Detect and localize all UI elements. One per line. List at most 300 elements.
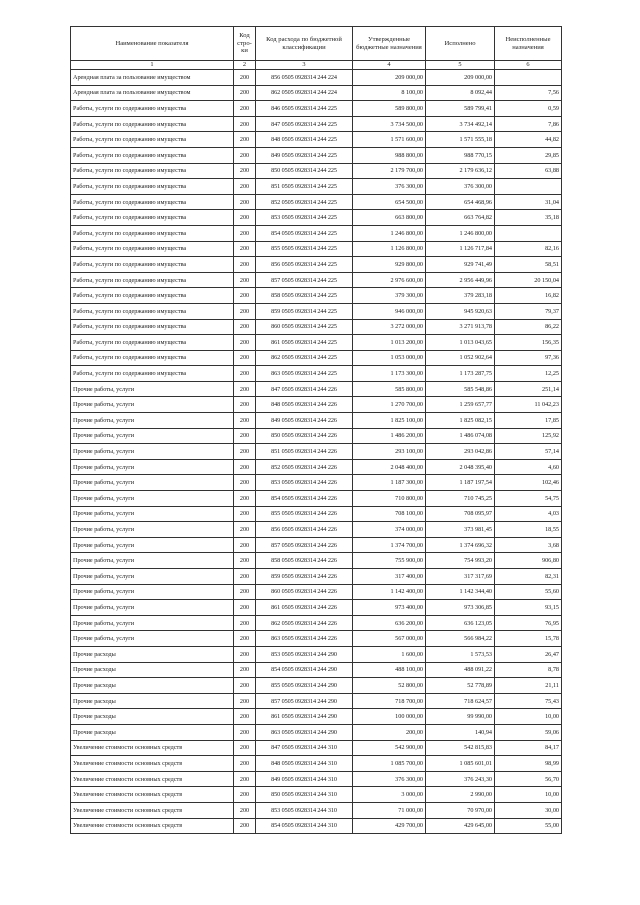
unexecuted-amount: 29,85 <box>495 147 562 163</box>
table-row <box>71 272 562 288</box>
indicator-name: Прочие работы, услуги <box>71 537 234 553</box>
expense-code: 849 0505 0928314 244 225 <box>256 147 353 163</box>
approved-amount: 71 000,00 <box>353 802 426 818</box>
indicator-name: Прочие работы, услуги <box>71 615 234 631</box>
line-code: 200 <box>234 693 256 709</box>
header-unexecuted: Неисполненные назначения <box>495 27 562 61</box>
line-code: 200 <box>234 397 256 413</box>
unexecuted-amount: 8,78 <box>495 662 562 678</box>
table-row <box>71 600 562 616</box>
expense-code: 857 0505 0928314 244 226 <box>256 537 353 553</box>
unexecuted-amount: 7,56 <box>495 85 562 101</box>
unexecuted-amount: 17,85 <box>495 413 562 429</box>
executed-amount: 379 283,18 <box>426 288 495 304</box>
expense-code: 862 0505 0928314 244 225 <box>256 350 353 366</box>
line-code: 200 <box>234 615 256 631</box>
expense-code: 853 0505 0928314 244 290 <box>256 646 353 662</box>
unexecuted-amount: 55,00 <box>495 818 562 834</box>
executed-amount: 654 468,96 <box>426 194 495 210</box>
indicator-name: Прочие работы, услуги <box>71 584 234 600</box>
indicator-name: Работы, услуги по содержанию имущества <box>71 210 234 226</box>
table-row <box>71 662 562 678</box>
indicator-name: Работы, услуги по содержанию имущества <box>71 272 234 288</box>
indicator-name: Увеличение стоимости основных средств <box>71 740 234 756</box>
line-code: 200 <box>234 225 256 241</box>
unexecuted-amount: 12,25 <box>495 366 562 382</box>
line-code: 200 <box>234 631 256 647</box>
unexecuted-amount <box>495 179 562 195</box>
line-code: 200 <box>234 101 256 117</box>
line-code: 200 <box>234 288 256 304</box>
expense-code: 854 0505 0928314 244 226 <box>256 491 353 507</box>
executed-amount: 1 013 043,65 <box>426 335 495 351</box>
line-code: 200 <box>234 475 256 491</box>
approved-amount: 2 976 600,00 <box>353 272 426 288</box>
executed-amount: 1 052 902,64 <box>426 350 495 366</box>
executed-amount: 140,94 <box>426 724 495 740</box>
indicator-name: Работы, услуги по содержанию имущества <box>71 366 234 382</box>
expense-code: 850 0505 0928314 244 226 <box>256 428 353 444</box>
table-row <box>71 646 562 662</box>
unexecuted-amount: 44,82 <box>495 132 562 148</box>
line-code: 200 <box>234 709 256 725</box>
approved-amount: 1 173 300,00 <box>353 366 426 382</box>
unexecuted-amount: 26,47 <box>495 646 562 662</box>
executed-amount: 1 085 601,01 <box>426 756 495 772</box>
table-row <box>71 70 562 86</box>
table-row <box>71 491 562 507</box>
executed-amount: 373 981,45 <box>426 522 495 538</box>
indicator-name: Работы, услуги по содержанию имущества <box>71 116 234 132</box>
approved-amount: 1 187 300,00 <box>353 475 426 491</box>
expense-code: 859 0505 0928314 244 226 <box>256 569 353 585</box>
line-code: 200 <box>234 771 256 787</box>
expense-code: 861 0505 0928314 244 290 <box>256 709 353 725</box>
approved-amount: 589 800,00 <box>353 101 426 117</box>
approved-amount: 636 200,00 <box>353 615 426 631</box>
approved-amount: 1 825 100,00 <box>353 413 426 429</box>
table-row <box>71 444 562 460</box>
table-row <box>71 241 562 257</box>
unexecuted-amount: 56,70 <box>495 771 562 787</box>
unexecuted-amount: 10,00 <box>495 787 562 803</box>
approved-amount: 3 000,00 <box>353 787 426 803</box>
expense-code: 854 0505 0928314 244 310 <box>256 818 353 834</box>
approved-amount: 488 100,00 <box>353 662 426 678</box>
header-executed: Исполнено <box>426 27 495 61</box>
table-row <box>71 428 562 444</box>
approved-amount: 209 000,00 <box>353 70 426 86</box>
indicator-name: Прочие работы, услуги <box>71 444 234 460</box>
line-code: 200 <box>234 413 256 429</box>
unexecuted-amount: 86,22 <box>495 319 562 335</box>
expense-code: 850 0505 0928314 244 310 <box>256 787 353 803</box>
expense-code: 854 0505 0928314 244 290 <box>256 662 353 678</box>
approved-amount: 708 100,00 <box>353 506 426 522</box>
expense-code: 849 0505 0928314 244 226 <box>256 413 353 429</box>
expense-code: 847 0505 0928314 244 310 <box>256 740 353 756</box>
unexecuted-amount: 79,37 <box>495 303 562 319</box>
unexecuted-amount: 82,16 <box>495 241 562 257</box>
unexecuted-amount: 11 042,23 <box>495 397 562 413</box>
expense-code: 854 0505 0928314 244 225 <box>256 225 353 241</box>
unexecuted-amount: 0,59 <box>495 101 562 117</box>
approved-amount: 1 053 000,00 <box>353 350 426 366</box>
line-code: 200 <box>234 444 256 460</box>
indicator-name: Увеличение стоимости основных средств <box>71 756 234 772</box>
unexecuted-amount: 57,14 <box>495 444 562 460</box>
indicator-name: Работы, услуги по содержанию имущества <box>71 147 234 163</box>
approved-amount: 1 374 700,00 <box>353 537 426 553</box>
approved-amount: 1 600,00 <box>353 646 426 662</box>
indicator-name: Прочие работы, услуги <box>71 475 234 491</box>
table-row <box>71 724 562 740</box>
approved-amount: 376 300,00 <box>353 179 426 195</box>
line-code: 200 <box>234 756 256 772</box>
expense-code: 856 0505 0928314 244 225 <box>256 257 353 273</box>
table-row <box>71 522 562 538</box>
approved-amount: 293 100,00 <box>353 444 426 460</box>
line-code: 200 <box>234 194 256 210</box>
unexecuted-amount: 63,88 <box>495 163 562 179</box>
executed-amount: 1 825 082,15 <box>426 413 495 429</box>
table-row <box>71 787 562 803</box>
executed-amount: 1 173 287,75 <box>426 366 495 382</box>
executed-amount: 3 271 913,78 <box>426 319 495 335</box>
executed-amount: 945 920,63 <box>426 303 495 319</box>
line-code: 200 <box>234 802 256 818</box>
column-number: 3 <box>256 61 353 70</box>
table-row <box>71 569 562 585</box>
unexecuted-amount: 35,18 <box>495 210 562 226</box>
indicator-name: Увеличение стоимости основных средств <box>71 802 234 818</box>
approved-amount: 376 300,00 <box>353 771 426 787</box>
executed-amount: 1 571 555,18 <box>426 132 495 148</box>
header-expense-code: Код расхода по бюджетной классификации <box>256 27 353 61</box>
executed-amount: 1 126 717,84 <box>426 241 495 257</box>
unexecuted-amount: 7,86 <box>495 116 562 132</box>
executed-amount: 710 745,25 <box>426 491 495 507</box>
line-code: 200 <box>234 584 256 600</box>
unexecuted-amount: 31,04 <box>495 194 562 210</box>
line-code: 200 <box>234 428 256 444</box>
approved-amount: 379 300,00 <box>353 288 426 304</box>
table-row <box>71 116 562 132</box>
line-code: 200 <box>234 210 256 226</box>
table-row <box>71 756 562 772</box>
executed-amount: 2 990,00 <box>426 787 495 803</box>
expense-code: 847 0505 0928314 244 226 <box>256 381 353 397</box>
indicator-name: Прочие расходы <box>71 678 234 694</box>
indicator-name: Работы, услуги по содержанию имущества <box>71 194 234 210</box>
column-number: 1 <box>71 61 234 70</box>
approved-amount: 100 000,00 <box>353 709 426 725</box>
indicator-name: Прочие расходы <box>71 662 234 678</box>
expense-code: 853 0505 0928314 244 226 <box>256 475 353 491</box>
executed-amount: 754 993,20 <box>426 553 495 569</box>
approved-amount: 3 272 000,00 <box>353 319 426 335</box>
executed-amount: 1 374 696,32 <box>426 537 495 553</box>
table-row <box>71 319 562 335</box>
line-code: 200 <box>234 600 256 616</box>
table-row <box>71 85 562 101</box>
approved-amount: 52 800,00 <box>353 678 426 694</box>
expense-code: 853 0505 0928314 244 225 <box>256 210 353 226</box>
table-row <box>71 163 562 179</box>
approved-amount: 429 700,00 <box>353 818 426 834</box>
line-code: 200 <box>234 85 256 101</box>
table-row <box>71 678 562 694</box>
expense-code: 863 0505 0928314 244 226 <box>256 631 353 647</box>
indicator-name: Прочие работы, услуги <box>71 413 234 429</box>
expense-code: 860 0505 0928314 244 226 <box>256 584 353 600</box>
unexecuted-amount: 54,75 <box>495 491 562 507</box>
executed-amount: 99 990,00 <box>426 709 495 725</box>
unexecuted-amount: 82,31 <box>495 569 562 585</box>
executed-amount: 636 123,05 <box>426 615 495 631</box>
expense-code: 858 0505 0928314 244 225 <box>256 288 353 304</box>
header-name: Наименование показателя <box>71 27 234 61</box>
executed-amount: 542 815,83 <box>426 740 495 756</box>
approved-amount: 755 900,00 <box>353 553 426 569</box>
expense-code: 859 0505 0928314 244 225 <box>256 303 353 319</box>
indicator-name: Прочие работы, услуги <box>71 381 234 397</box>
unexecuted-amount: 20 150,04 <box>495 272 562 288</box>
expense-code: 848 0505 0928314 244 226 <box>256 397 353 413</box>
line-code: 200 <box>234 70 256 86</box>
header-approved: Утвержденные бюджетные назначения <box>353 27 426 61</box>
table-row <box>71 537 562 553</box>
line-code: 200 <box>234 163 256 179</box>
unexecuted-amount: 156,35 <box>495 335 562 351</box>
table-row <box>71 179 562 195</box>
indicator-name: Арендная плата за пользование имуществом <box>71 85 234 101</box>
indicator-name: Работы, услуги по содержанию имущества <box>71 241 234 257</box>
expense-code: 863 0505 0928314 244 225 <box>256 366 353 382</box>
line-code: 200 <box>234 116 256 132</box>
line-code: 200 <box>234 132 256 148</box>
approved-amount: 3 734 500,00 <box>353 116 426 132</box>
expense-code: 861 0505 0928314 244 225 <box>256 335 353 351</box>
expense-code: 849 0505 0928314 244 310 <box>256 771 353 787</box>
table-row <box>71 506 562 522</box>
unexecuted-amount <box>495 225 562 241</box>
expense-code: 856 0505 0928314 244 226 <box>256 522 353 538</box>
line-code: 200 <box>234 818 256 834</box>
line-code: 200 <box>234 350 256 366</box>
executed-amount: 3 734 492,14 <box>426 116 495 132</box>
unexecuted-amount: 76,95 <box>495 615 562 631</box>
table-row <box>71 615 562 631</box>
expense-code: 863 0505 0928314 244 290 <box>256 724 353 740</box>
table-row <box>71 584 562 600</box>
line-code: 200 <box>234 787 256 803</box>
table-row <box>71 802 562 818</box>
line-code: 200 <box>234 257 256 273</box>
indicator-name: Арендная плата за пользование имуществом <box>71 70 234 86</box>
indicator-name: Прочие расходы <box>71 724 234 740</box>
header-row <box>71 27 562 61</box>
budget-table <box>70 26 562 834</box>
approved-amount: 946 000,00 <box>353 303 426 319</box>
expense-code: 852 0505 0928314 244 225 <box>256 194 353 210</box>
indicator-name: Работы, услуги по содержанию имущества <box>71 132 234 148</box>
indicator-name: Прочие работы, услуги <box>71 428 234 444</box>
indicator-name: Работы, услуги по содержанию имущества <box>71 257 234 273</box>
executed-amount: 376 300,00 <box>426 179 495 195</box>
executed-amount: 1 142 344,40 <box>426 584 495 600</box>
approved-amount: 710 800,00 <box>353 491 426 507</box>
table-row <box>71 288 562 304</box>
line-code: 200 <box>234 569 256 585</box>
approved-amount: 317 400,00 <box>353 569 426 585</box>
unexecuted-amount: 21,11 <box>495 678 562 694</box>
expense-code: 850 0505 0928314 244 225 <box>256 163 353 179</box>
table-row <box>71 381 562 397</box>
approved-amount: 1 571 600,00 <box>353 132 426 148</box>
executed-amount: 1 573,53 <box>426 646 495 662</box>
table-row <box>71 459 562 475</box>
indicator-name: Прочие работы, услуги <box>71 459 234 475</box>
line-code: 200 <box>234 381 256 397</box>
table-row <box>71 771 562 787</box>
table-row <box>71 818 562 834</box>
approved-amount: 1 126 800,00 <box>353 241 426 257</box>
table-row <box>71 740 562 756</box>
approved-amount: 567 000,00 <box>353 631 426 647</box>
indicator-name: Увеличение стоимости основных средств <box>71 818 234 834</box>
expense-code: 847 0505 0928314 244 225 <box>256 116 353 132</box>
line-code: 200 <box>234 147 256 163</box>
column-number: 4 <box>353 61 426 70</box>
line-code: 200 <box>234 303 256 319</box>
executed-amount: 566 984,22 <box>426 631 495 647</box>
executed-amount: 2 956 449,96 <box>426 272 495 288</box>
expense-code: 848 0505 0928314 244 225 <box>256 132 353 148</box>
executed-amount: 317 317,69 <box>426 569 495 585</box>
line-code: 200 <box>234 522 256 538</box>
column-number: 6 <box>495 61 562 70</box>
executed-amount: 2 179 636,12 <box>426 163 495 179</box>
unexecuted-amount: 75,43 <box>495 693 562 709</box>
unexecuted-amount: 98,99 <box>495 756 562 772</box>
table-row <box>71 709 562 725</box>
expense-code: 856 0505 0928314 244 224 <box>256 70 353 86</box>
approved-amount: 2 048 400,00 <box>353 459 426 475</box>
expense-code: 855 0505 0928314 244 225 <box>256 241 353 257</box>
approved-amount: 1 142 400,00 <box>353 584 426 600</box>
approved-amount: 200,00 <box>353 724 426 740</box>
unexecuted-amount: 15,78 <box>495 631 562 647</box>
line-code: 200 <box>234 678 256 694</box>
indicator-name: Работы, услуги по содержанию имущества <box>71 350 234 366</box>
expense-code: 851 0505 0928314 244 226 <box>256 444 353 460</box>
table-row <box>71 194 562 210</box>
executed-amount: 585 548,86 <box>426 381 495 397</box>
unexecuted-amount: 93,15 <box>495 600 562 616</box>
expense-code: 855 0505 0928314 244 290 <box>256 678 353 694</box>
indicator-name: Работы, услуги по содержанию имущества <box>71 101 234 117</box>
line-code: 200 <box>234 740 256 756</box>
indicator-name: Прочие работы, услуги <box>71 397 234 413</box>
column-number: 2 <box>234 61 256 70</box>
unexecuted-amount: 59,06 <box>495 724 562 740</box>
indicator-name: Работы, услуги по содержанию имущества <box>71 288 234 304</box>
indicator-name: Прочие работы, услуги <box>71 553 234 569</box>
approved-amount: 2 179 700,00 <box>353 163 426 179</box>
executed-amount: 988 770,15 <box>426 147 495 163</box>
line-code: 200 <box>234 646 256 662</box>
unexecuted-amount: 55,60 <box>495 584 562 600</box>
expense-code: 858 0505 0928314 244 226 <box>256 553 353 569</box>
table-row <box>71 553 562 569</box>
executed-amount: 1 187 197,54 <box>426 475 495 491</box>
executed-amount: 708 095,97 <box>426 506 495 522</box>
approved-amount: 1 486 200,00 <box>353 428 426 444</box>
executed-amount: 8 092,44 <box>426 85 495 101</box>
expense-code: 857 0505 0928314 244 225 <box>256 272 353 288</box>
approved-amount: 1 085 700,00 <box>353 756 426 772</box>
table-row <box>71 132 562 148</box>
expense-code: 857 0505 0928314 244 290 <box>256 693 353 709</box>
line-code: 200 <box>234 662 256 678</box>
column-numbers-row <box>71 61 562 70</box>
approved-amount: 929 800,00 <box>353 257 426 273</box>
table-row <box>71 225 562 241</box>
executed-amount: 2 048 395,40 <box>426 459 495 475</box>
executed-amount: 663 764,82 <box>426 210 495 226</box>
line-code: 200 <box>234 491 256 507</box>
expense-code: 855 0505 0928314 244 226 <box>256 506 353 522</box>
unexecuted-amount: 906,80 <box>495 553 562 569</box>
approved-amount: 718 700,00 <box>353 693 426 709</box>
unexecuted-amount: 58,51 <box>495 257 562 273</box>
table-row <box>71 257 562 273</box>
unexecuted-amount: 125,92 <box>495 428 562 444</box>
table-row <box>71 210 562 226</box>
line-code: 200 <box>234 506 256 522</box>
expense-code: 860 0505 0928314 244 225 <box>256 319 353 335</box>
indicator-name: Прочие работы, услуги <box>71 491 234 507</box>
column-number: 5 <box>426 61 495 70</box>
table-row <box>71 101 562 117</box>
executed-amount: 209 000,00 <box>426 70 495 86</box>
approved-amount: 585 800,00 <box>353 381 426 397</box>
unexecuted-amount: 102,46 <box>495 475 562 491</box>
unexecuted-amount: 251,14 <box>495 381 562 397</box>
line-code: 200 <box>234 724 256 740</box>
executed-amount: 70 970,00 <box>426 802 495 818</box>
approved-amount: 988 800,00 <box>353 147 426 163</box>
expense-code: 852 0505 0928314 244 226 <box>256 459 353 475</box>
indicator-name: Прочие расходы <box>71 693 234 709</box>
indicator-name: Увеличение стоимости основных средств <box>71 787 234 803</box>
table-row <box>71 366 562 382</box>
executed-amount: 429 645,00 <box>426 818 495 834</box>
indicator-name: Прочие работы, услуги <box>71 506 234 522</box>
executed-amount: 1 259 657,77 <box>426 397 495 413</box>
executed-amount: 589 799,41 <box>426 101 495 117</box>
table-row <box>71 397 562 413</box>
approved-amount: 973 400,00 <box>353 600 426 616</box>
unexecuted-amount: 4,03 <box>495 506 562 522</box>
approved-amount: 542 900,00 <box>353 740 426 756</box>
indicator-name: Прочие работы, услуги <box>71 522 234 538</box>
table-row <box>71 335 562 351</box>
table-row <box>71 147 562 163</box>
line-code: 200 <box>234 272 256 288</box>
executed-amount: 488 091,22 <box>426 662 495 678</box>
